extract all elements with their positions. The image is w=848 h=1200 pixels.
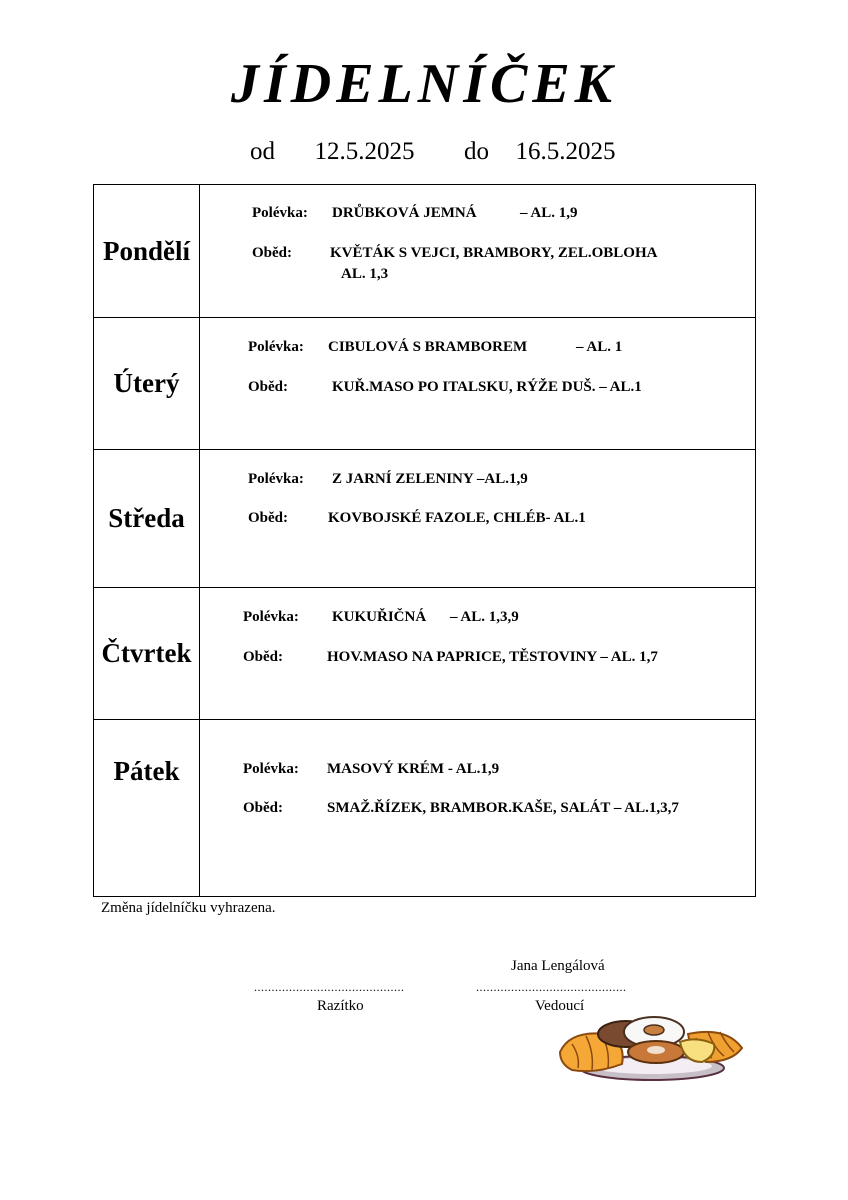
main-label: Oběd: <box>248 379 289 395</box>
soup-name: CIBULOVÁ S BRAMBOREM <box>328 339 528 355</box>
main-label: Oběd: <box>243 649 284 665</box>
day-name: Úterý <box>94 318 200 450</box>
soup-name: MASOVÝ KRÉM - AL.1,9 <box>327 761 500 777</box>
page-title: JÍDELNÍČEK <box>230 53 618 115</box>
main-name: KVĚTÁK S VEJCI, BRAMBORY, ZEL.OBLOHA <box>330 245 658 261</box>
soup-line <box>243 609 519 626</box>
meal-cell <box>200 720 756 897</box>
main-label: Oběd: <box>243 800 284 816</box>
menu-row-tuesday <box>94 318 756 450</box>
menu-row-monday <box>94 185 756 318</box>
meal-cell <box>200 588 756 720</box>
soup-label: Polévka: <box>243 761 299 777</box>
day-name: Středa <box>94 450 200 588</box>
menu-row-friday <box>94 720 756 897</box>
soup-label: Polévka: <box>252 205 308 221</box>
main-line <box>248 510 586 527</box>
main-line <box>243 800 679 817</box>
menu-row-wednesday <box>94 450 756 588</box>
change-notice: Změna jídelníčku vyhrazena. <box>101 900 276 916</box>
soup-label: Polévka: <box>248 339 304 355</box>
main-line <box>248 379 642 396</box>
main-name: KUŘ.MASO PO ITALSKU, RÝŽE DUŠ. – AL.1 <box>332 379 642 395</box>
menu-table <box>93 184 756 897</box>
soup-name: DRŮBKOVÁ JEMNÁ <box>332 205 477 221</box>
meal-cell <box>200 185 756 318</box>
main-label: Oběd: <box>252 245 293 261</box>
soup-line <box>243 761 499 778</box>
meal-cell <box>200 318 756 450</box>
soup-label: Polévka: <box>248 471 304 487</box>
main-name: HOV.MASO NA PAPRICE, TĚSTOVINY – AL. 1,7 <box>327 649 658 665</box>
main-line <box>252 245 657 262</box>
manager-name: Jana Lengálová <box>511 958 605 974</box>
menu-row-thursday <box>94 588 756 720</box>
soup-name: Z JARNÍ ZELENINY –AL.1,9 <box>332 471 528 487</box>
pastry-plate-icon <box>556 1012 748 1084</box>
main-allergens: AL. 1,3 <box>341 266 389 282</box>
main-name: SMAŽ.ŘÍZEK, BRAMBOR.KAŠE, SALÁT – AL.1,3,7 <box>327 800 679 816</box>
date-range <box>250 138 616 166</box>
meal-cell <box>200 450 756 588</box>
date-to: 16.5.2025 <box>515 138 616 165</box>
stamp-label: Razítko <box>317 998 364 1014</box>
manager-signature-line: ........................................... <box>476 980 627 994</box>
main-label: Oběd: <box>248 510 289 526</box>
soup-allergens: – AL. 1,9 <box>520 205 578 221</box>
date-from: 12.5.2025 <box>314 138 415 165</box>
date-from-label: od <box>250 138 275 165</box>
date-to-label: do <box>464 138 489 165</box>
main-line <box>243 649 658 666</box>
stamp-signature-line: ........................................... <box>254 980 405 994</box>
day-name: Pondělí <box>94 185 200 318</box>
main-name: KOVBOJSKÉ FAZOLE, CHLÉB- AL.1 <box>328 510 586 526</box>
soup-line <box>252 205 578 222</box>
day-name: Čtvrtek <box>94 588 200 720</box>
soup-allergens: – AL. 1 <box>576 339 623 355</box>
soup-allergens: – AL. 1,3,9 <box>450 609 519 625</box>
soup-line <box>248 471 528 488</box>
soup-name: KUKUŘIČNÁ <box>332 609 427 625</box>
soup-line <box>248 339 622 356</box>
manager-label: Vedoucí <box>535 998 585 1014</box>
soup-label: Polévka: <box>243 609 299 625</box>
day-name: Pátek <box>94 720 200 897</box>
